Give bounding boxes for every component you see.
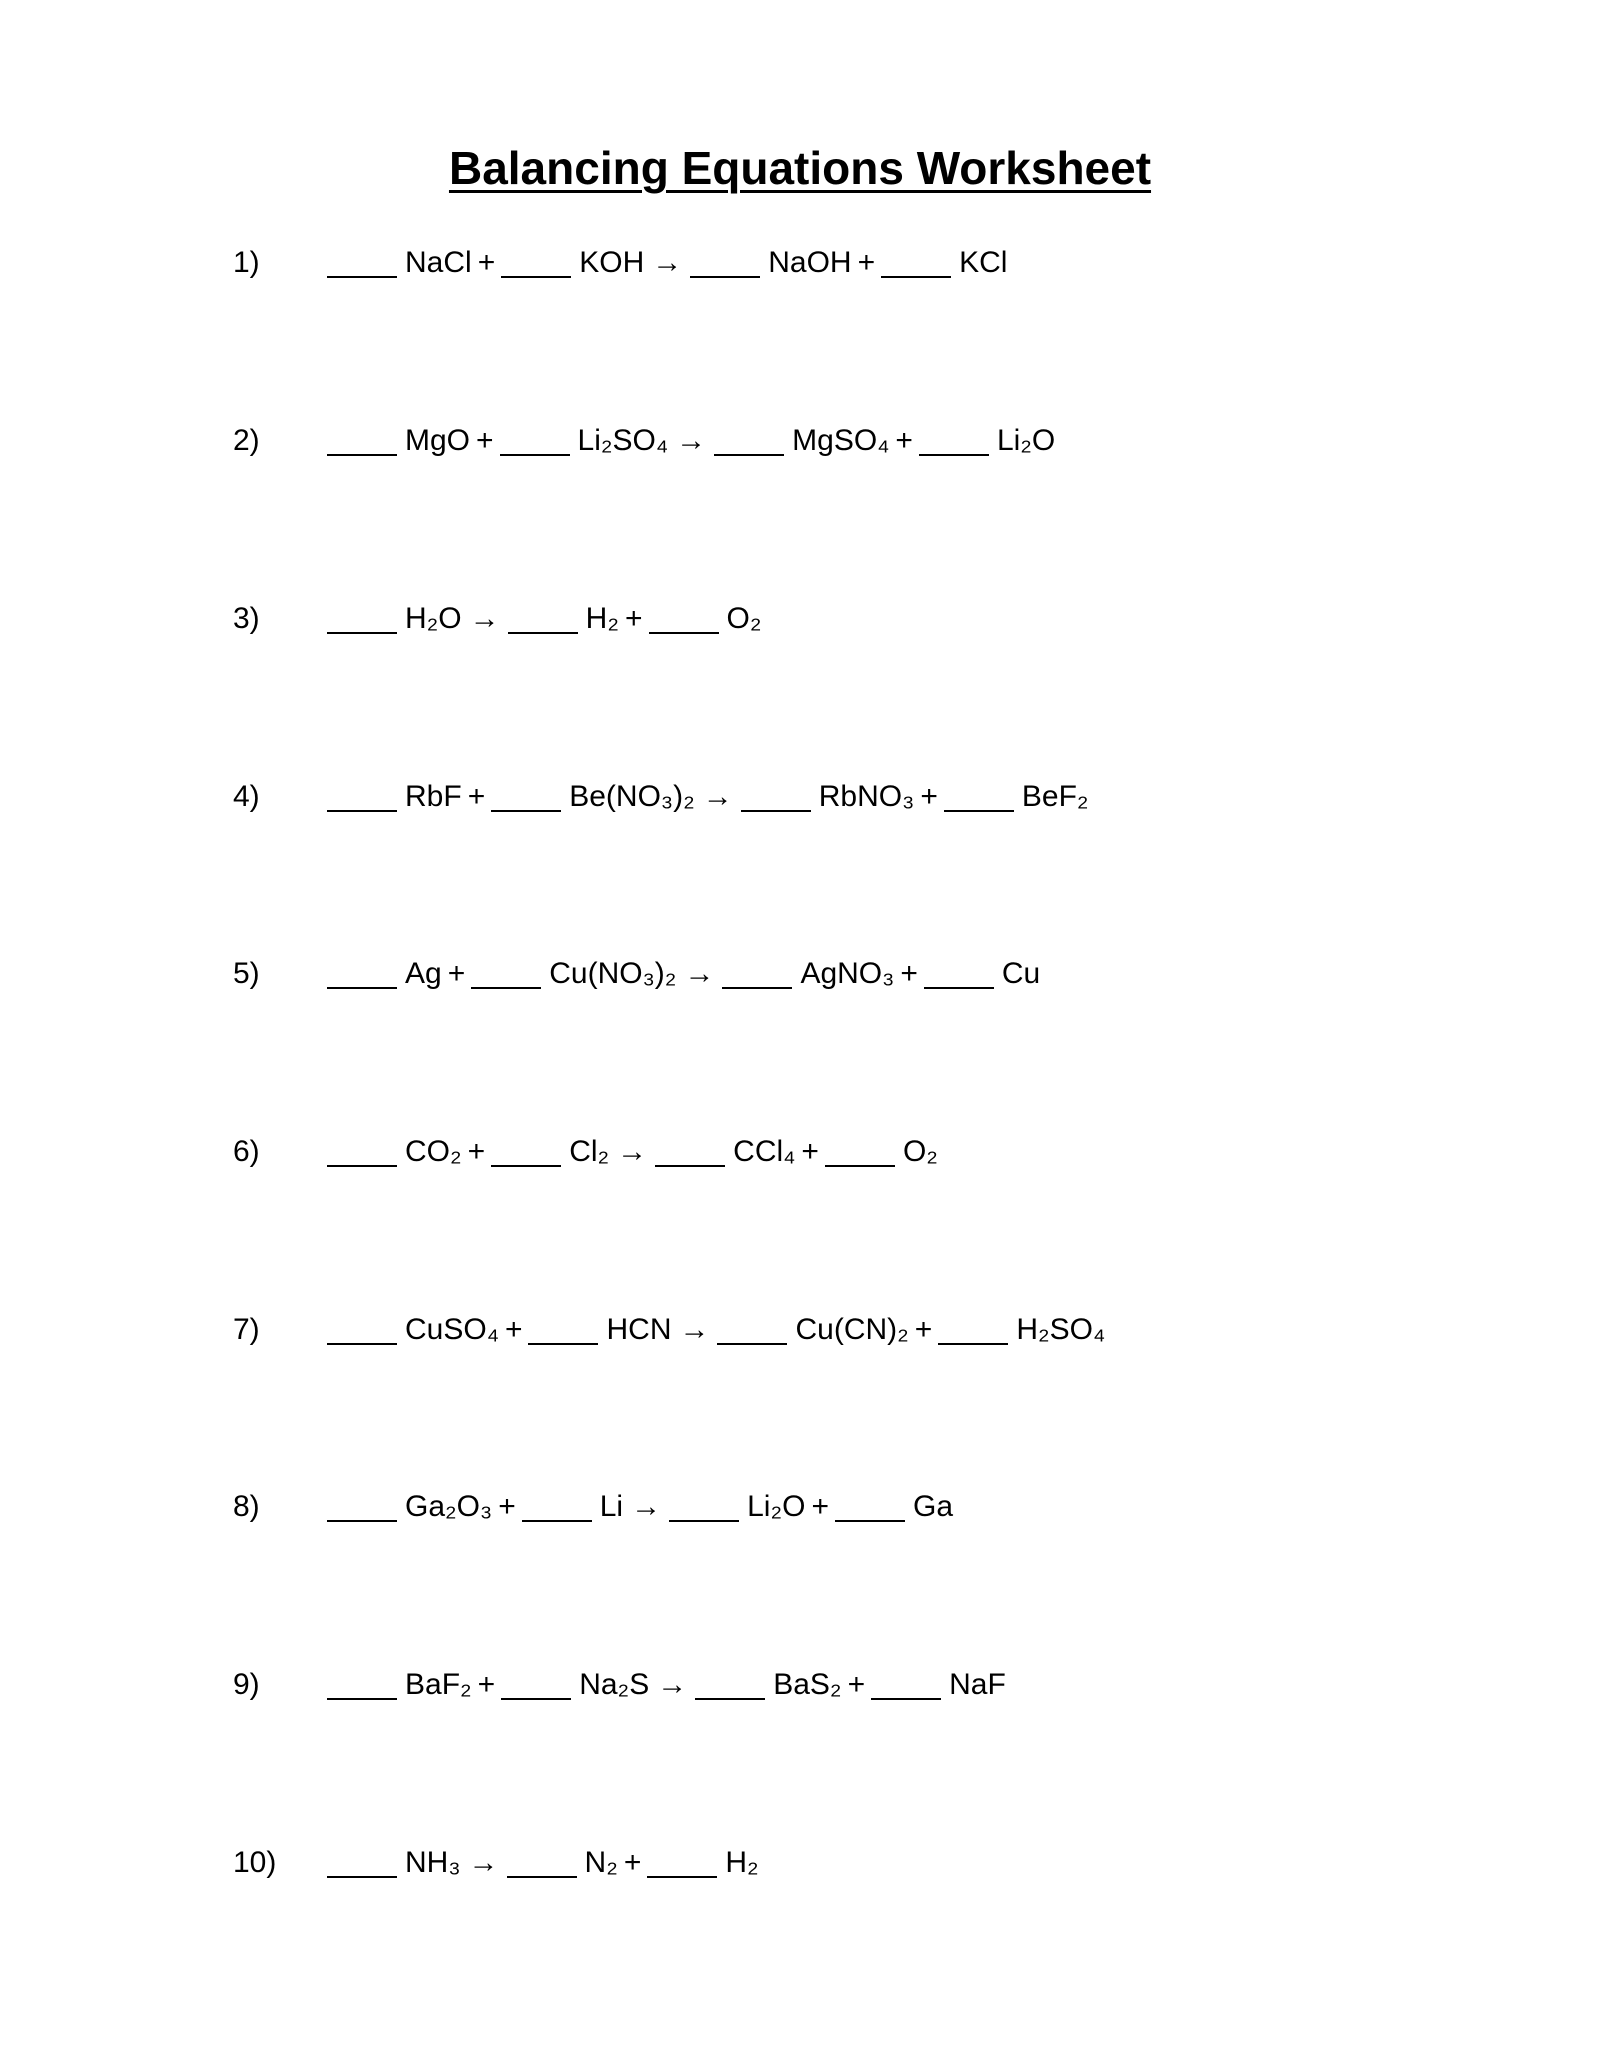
plus-sign: +: [811, 1490, 829, 1523]
coefficient-blank[interactable]: [938, 1342, 1008, 1345]
plus-sign: +: [504, 1313, 523, 1346]
coefficient-blank[interactable]: [327, 809, 397, 812]
coefficient-blank[interactable]: [695, 1697, 765, 1700]
reaction-arrow: →: [684, 957, 715, 990]
coefficient-blank[interactable]: [501, 275, 571, 278]
product-formula: MgSO₄: [792, 424, 890, 457]
product-formula: H₂: [585, 602, 619, 635]
equation-terms: [327, 1482, 953, 1532]
plus-sign: +: [857, 246, 876, 279]
equation-terms: [327, 1660, 1006, 1710]
coefficient-blank[interactable]: [327, 275, 397, 278]
product-formula: NaOH: [768, 246, 852, 279]
reactant-formula: RbF: [405, 780, 462, 813]
reaction-arrow: →: [679, 1313, 710, 1346]
equation-terms: [327, 238, 1007, 288]
reaction-arrow: →: [617, 1135, 648, 1168]
coefficient-blank[interactable]: [741, 809, 811, 812]
coefficient-blank[interactable]: [717, 1342, 787, 1345]
equation-row: [0, 416, 1600, 466]
equation-row: [0, 1838, 1600, 1888]
equation-number: 2): [233, 424, 260, 457]
equation-number: 10): [233, 1846, 277, 1879]
product-formula: N₂: [584, 1846, 618, 1879]
coefficient-blank[interactable]: [881, 275, 951, 278]
plus-sign: +: [914, 1313, 933, 1346]
equation-terms: [327, 1127, 938, 1177]
equation-number: 4): [233, 780, 260, 813]
coefficient-blank[interactable]: [647, 1875, 717, 1878]
reactant-formula: NaCl: [405, 246, 472, 279]
page-title: Balancing Equations Worksheet: [448, 142, 1152, 194]
coefficient-blank[interactable]: [500, 453, 570, 456]
coefficient-blank[interactable]: [327, 1697, 397, 1700]
equation-terms: [327, 1305, 1105, 1355]
plus-sign: +: [498, 1490, 516, 1523]
plus-sign: +: [920, 780, 938, 813]
coefficient-blank[interactable]: [825, 1164, 895, 1167]
plus-sign: +: [895, 424, 913, 457]
equation-number: 7): [233, 1313, 260, 1346]
equation-number: 1): [233, 246, 260, 279]
equation-row: [0, 1482, 1600, 1532]
coefficient-blank[interactable]: [919, 453, 989, 456]
plus-sign: +: [467, 1135, 486, 1168]
product-formula: O₂: [902, 1135, 938, 1168]
product-formula: CCl₄: [733, 1135, 796, 1168]
product-formula: KCl: [959, 246, 1008, 279]
coefficient-blank[interactable]: [508, 631, 578, 634]
product-formula: H₂: [725, 1846, 759, 1879]
product-formula: Ga: [912, 1490, 954, 1523]
reactant-formula: Cl₂: [569, 1135, 610, 1168]
coefficient-blank[interactable]: [327, 1519, 397, 1522]
reactant-formula: H₂O: [405, 602, 462, 635]
coefficient-blank[interactable]: [327, 631, 397, 634]
plus-sign: +: [900, 957, 918, 990]
product-formula: NaF: [949, 1668, 1006, 1701]
coefficient-blank[interactable]: [327, 1164, 397, 1167]
coefficient-blank[interactable]: [491, 1164, 561, 1167]
coefficient-blank[interactable]: [327, 1875, 397, 1878]
product-formula: H₂SO₄: [1016, 1313, 1106, 1346]
coefficient-blank[interactable]: [714, 453, 784, 456]
coefficient-blank[interactable]: [669, 1519, 739, 1522]
coefficient-blank[interactable]: [327, 986, 397, 989]
reactant-formula: KOH: [579, 246, 645, 279]
reaction-arrow: →: [676, 424, 707, 457]
plus-sign: +: [467, 780, 486, 813]
coefficient-blank[interactable]: [835, 1519, 905, 1522]
product-formula: O₂: [726, 602, 762, 635]
reaction-arrow: →: [657, 1668, 688, 1701]
product-formula: Cu(CN)₂: [795, 1313, 909, 1346]
coefficient-blank[interactable]: [871, 1697, 941, 1700]
reactant-formula: Be(NO₃)₂: [569, 780, 695, 813]
reactant-formula: HCN: [606, 1313, 672, 1346]
product-formula: Li₂O: [747, 1490, 806, 1523]
equation-terms: [327, 416, 1055, 466]
product-formula: Li₂O: [996, 424, 1056, 457]
plus-sign: +: [624, 602, 643, 635]
reaction-arrow: →: [702, 780, 733, 813]
coefficient-blank[interactable]: [649, 631, 719, 634]
equation-terms: [327, 772, 1089, 822]
reactant-formula: MgO: [405, 424, 471, 457]
equation-number: 3): [233, 602, 260, 635]
equation-terms: [327, 594, 761, 644]
reaction-arrow: →: [469, 602, 500, 635]
product-formula: BeF₂: [1021, 780, 1089, 813]
reaction-arrow: →: [631, 1490, 662, 1523]
equation-row: [0, 238, 1600, 288]
reactant-formula: Li₂SO₄: [577, 424, 669, 457]
plus-sign: +: [623, 1846, 642, 1879]
equation-terms: [327, 949, 1040, 999]
coefficient-blank[interactable]: [924, 986, 994, 989]
plus-sign: +: [477, 246, 496, 279]
coefficient-blank[interactable]: [655, 1164, 725, 1167]
reactant-formula: Cu(NO₃)₂: [549, 957, 677, 990]
coefficient-blank[interactable]: [327, 1342, 397, 1345]
reactant-formula: CO₂: [405, 1135, 462, 1168]
coefficient-blank[interactable]: [522, 1519, 592, 1522]
coefficient-blank[interactable]: [471, 986, 541, 989]
plus-sign: +: [847, 1668, 866, 1701]
equation-number: 5): [233, 957, 260, 990]
product-formula: Cu: [1001, 957, 1041, 990]
reactant-formula: Na₂S: [579, 1668, 650, 1701]
coefficient-blank[interactable]: [507, 1875, 577, 1878]
product-formula: AgNO₃: [800, 957, 895, 990]
product-formula: RbNO₃: [818, 780, 915, 813]
coefficient-blank[interactable]: [491, 809, 561, 812]
reaction-arrow: →: [652, 246, 683, 279]
equation-row: [0, 1305, 1600, 1355]
plus-sign: +: [801, 1135, 819, 1168]
reactant-formula: BaF₂: [405, 1668, 472, 1701]
equation-number: 9): [233, 1668, 260, 1701]
coefficient-blank[interactable]: [528, 1342, 598, 1345]
reactant-formula: Li: [599, 1490, 624, 1523]
equation-row: [0, 1127, 1600, 1177]
plus-sign: +: [447, 957, 466, 990]
equation-row: [0, 594, 1600, 644]
equation-number: 8): [233, 1490, 260, 1523]
plus-sign: +: [476, 424, 494, 457]
reactant-formula: Ag: [405, 957, 442, 990]
equation-number: 6): [233, 1135, 260, 1168]
coefficient-blank[interactable]: [501, 1697, 571, 1700]
equation-terms: [327, 1838, 759, 1888]
equation-row: [0, 772, 1600, 822]
coefficient-blank[interactable]: [944, 809, 1014, 812]
reactant-formula: NH₃: [405, 1846, 461, 1879]
coefficient-blank[interactable]: [690, 275, 760, 278]
reaction-arrow: →: [468, 1846, 499, 1879]
product-formula: BaS₂: [773, 1668, 842, 1701]
coefficient-blank[interactable]: [327, 453, 397, 456]
equation-row: [0, 949, 1600, 999]
reactant-formula: CuSO₄: [405, 1313, 499, 1346]
coefficient-blank[interactable]: [722, 986, 792, 989]
reactant-formula: Ga₂O₃: [405, 1490, 493, 1523]
equation-row: [0, 1660, 1600, 1710]
plus-sign: +: [477, 1668, 496, 1701]
